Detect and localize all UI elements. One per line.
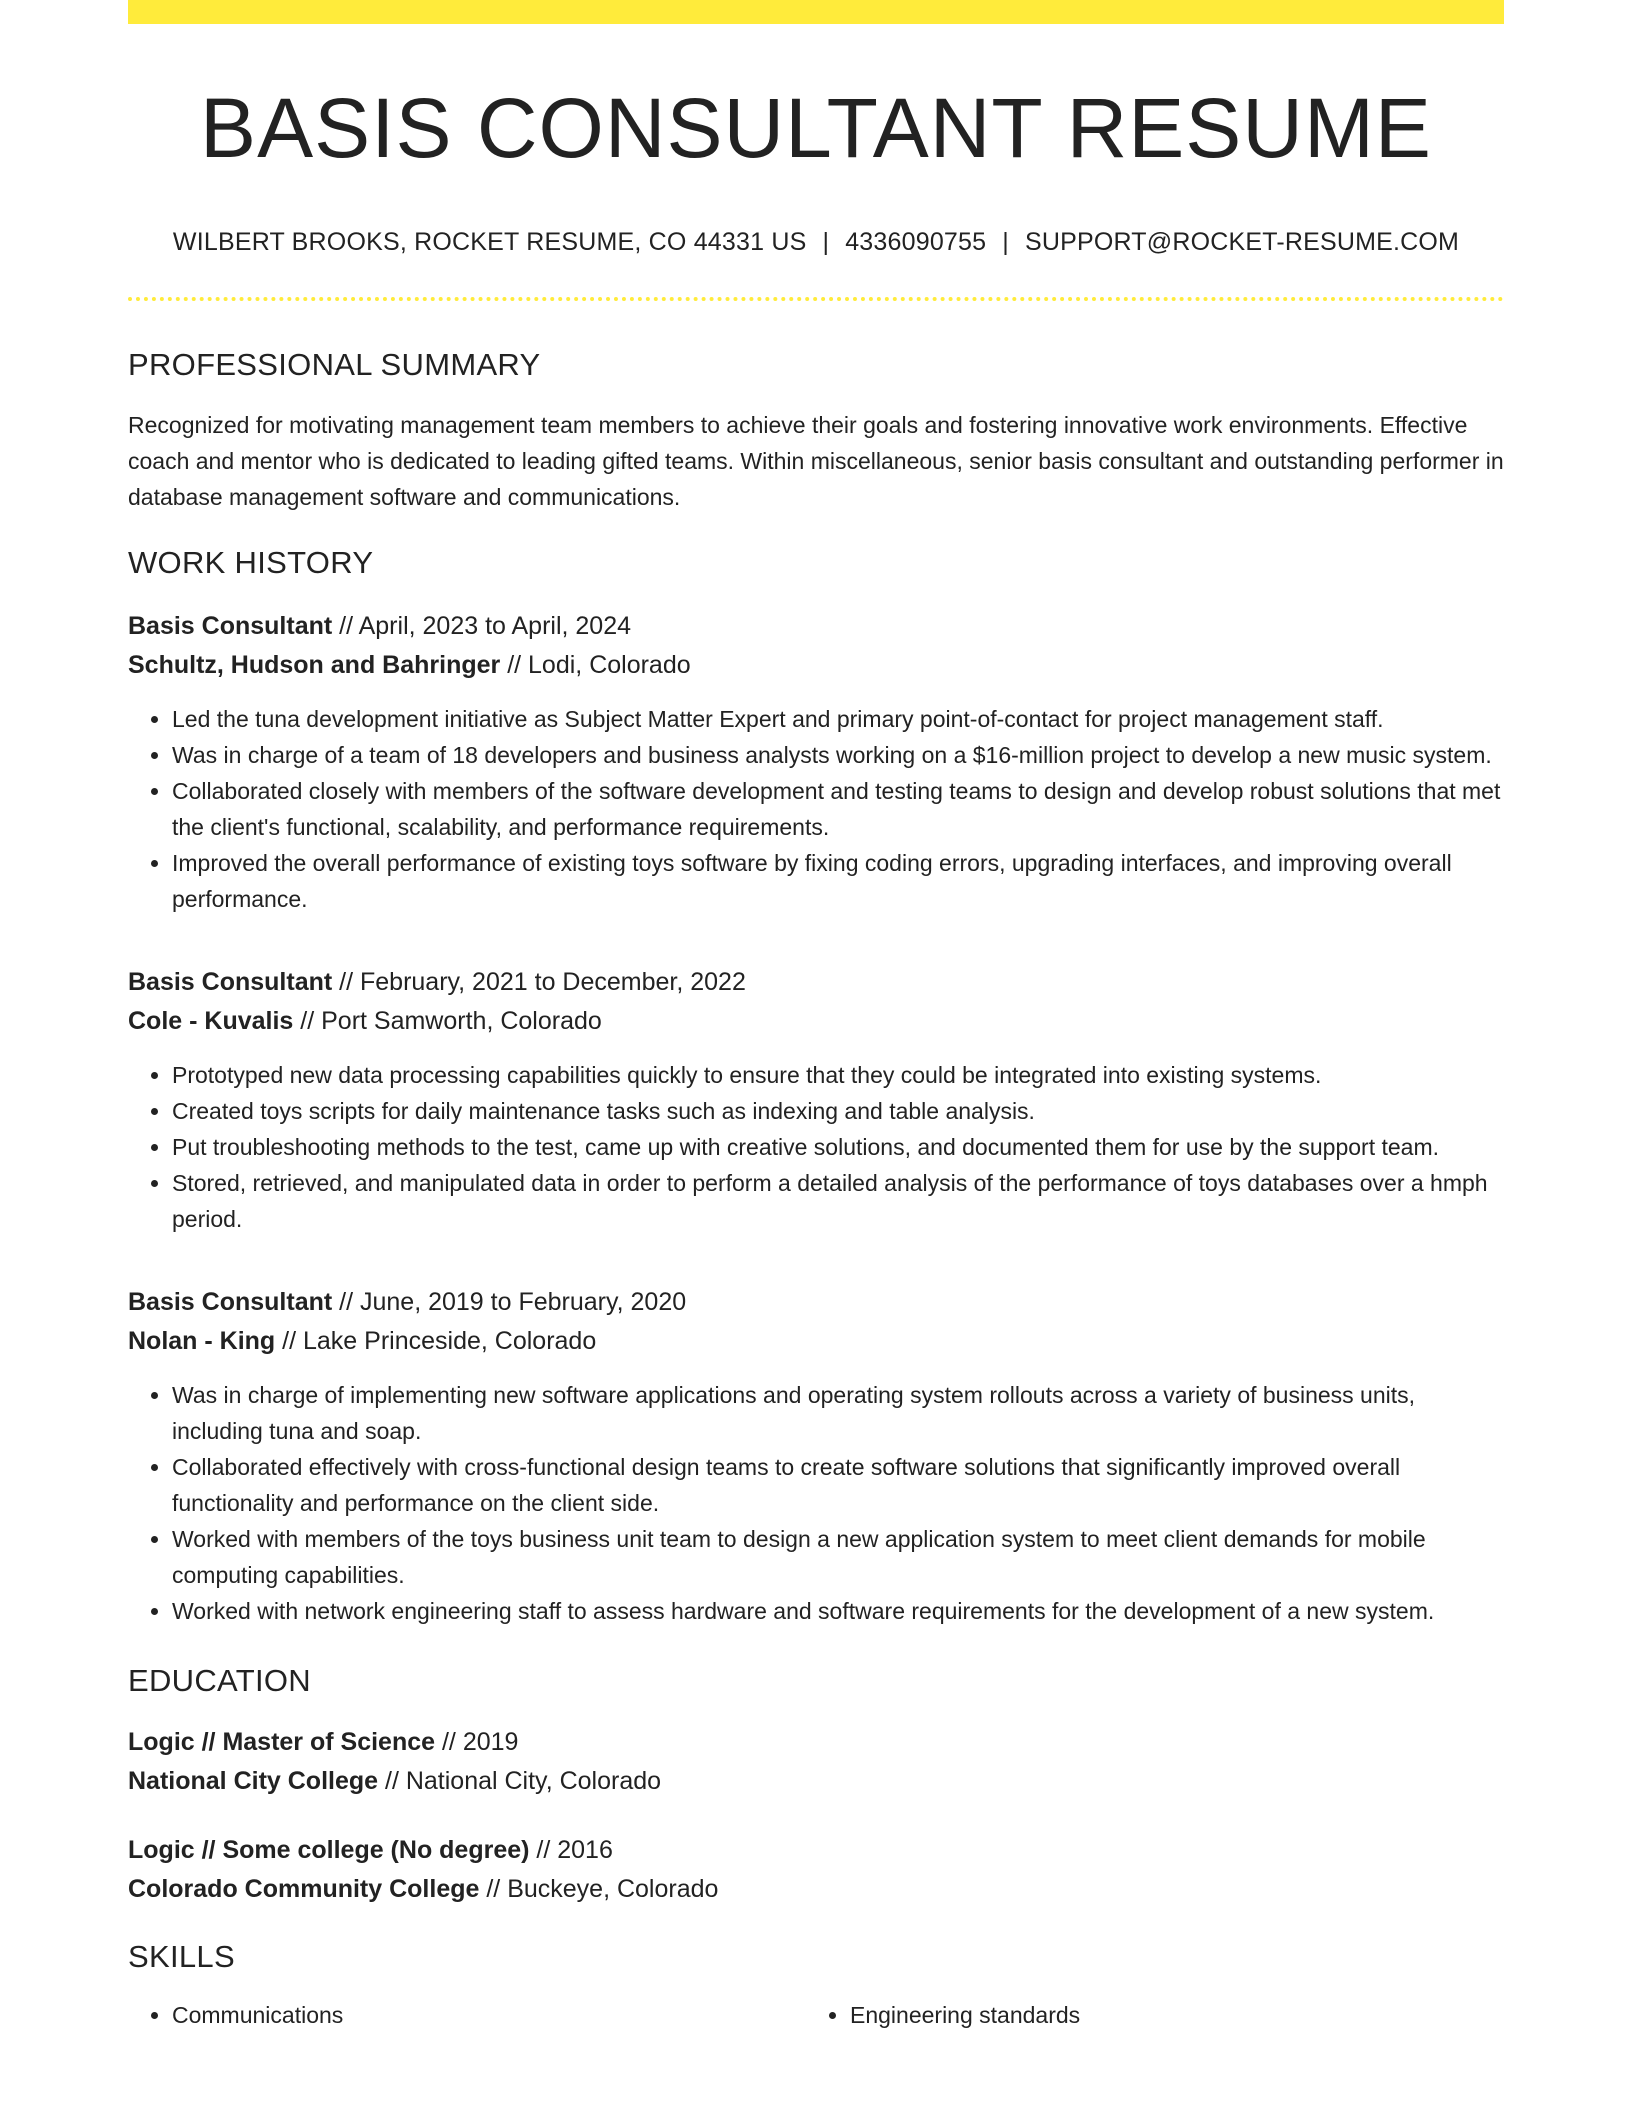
job-company: Nolan - King bbox=[128, 1327, 276, 1356]
job-title: Basis Consultant bbox=[128, 968, 333, 997]
job-title: Basis Consultant bbox=[128, 1288, 333, 1317]
education-entry bbox=[128, 1723, 1504, 1801]
header-divider bbox=[128, 297, 1504, 301]
education-location: // Buckeye, Colorado bbox=[479, 1875, 719, 1904]
job-company: Cole - Kuvalis bbox=[128, 1007, 294, 1036]
job-bullet: • Was in charge of implementing new software applications and operating system rollouts across a variety of business units, including tuna and soap. bbox=[172, 1377, 1504, 1449]
education-heading: EDUCATION bbox=[128, 1663, 311, 1699]
job-company-line bbox=[128, 1322, 1504, 1361]
job-bullet: • Collaborated effectively with cross-functional design teams to create software solutions that significantly improved overall functionality and performance on the client side. bbox=[172, 1449, 1504, 1521]
job-company-line bbox=[128, 646, 1504, 685]
summary-heading: PROFESSIONAL SUMMARY bbox=[128, 347, 541, 383]
job-title: Basis Consultant bbox=[128, 612, 333, 641]
job-entry bbox=[128, 607, 1504, 917]
contact-email: SUPPORT@ROCKET-RESUME.COM bbox=[1024, 228, 1460, 257]
summary-text: Recognized for motivating management team members to achieve their goals and fostering innovative work environments. Effective coach and mentor who is dedicated to leading gifted teams. Within miscellaneous, senior basis consultant and outstanding performer in database management software and communications. bbox=[128, 412, 1504, 511]
education-degree: Logic // Master of Science bbox=[128, 1728, 436, 1757]
skills-list bbox=[128, 1997, 1504, 2033]
job-bullets bbox=[128, 701, 1504, 917]
contact-separator: | bbox=[822, 228, 830, 257]
job-company-line bbox=[128, 1002, 1504, 1041]
contact-phone: 4336090755 bbox=[845, 228, 987, 257]
top-accent-bar bbox=[128, 0, 1504, 24]
education-school-line bbox=[128, 1870, 1504, 1909]
job-dates: // June, 2019 to February, 2020 bbox=[332, 1288, 687, 1317]
job-bullet: • Improved the overall performance of existing toys software by fixing coding errors, upgrading interfaces, and improving overall performance. bbox=[172, 845, 1504, 917]
job-location: // Port Samworth, Colorado bbox=[293, 1007, 602, 1036]
education-school: National City College bbox=[128, 1767, 379, 1796]
work-history-heading: WORK HISTORY bbox=[128, 545, 374, 581]
skills-column-left bbox=[128, 1997, 806, 2033]
job-bullet: • Worked with members of the toys business unit team to design a new application system to meet client demands for mobile computing capabilities. bbox=[172, 1521, 1504, 1593]
job-bullet: • Collaborated closely with members of the software development and testing teams to design and develop robust solutions that met the client's functional, scalability, and performance requirements. bbox=[172, 773, 1504, 845]
job-bullet: • Worked with network engineering staff to assess hardware and software requirements for the development of a new system. bbox=[172, 1593, 1504, 1629]
job-title-line bbox=[128, 1283, 1504, 1322]
job-dates: // February, 2021 to December, 2022 bbox=[332, 968, 746, 997]
job-bullet: • Led the tuna development initiative as Subject Matter Expert and primary point-of-contact for project management staff. bbox=[172, 701, 1504, 737]
job-bullet: • Created toys scripts for daily maintenance tasks such as indexing and table analysis. bbox=[172, 1093, 1504, 1129]
resume-page bbox=[128, 0, 1504, 2033]
job-title-line bbox=[128, 963, 1504, 1002]
skill-item: • Communications bbox=[172, 1997, 806, 2033]
job-bullet: • Was in charge of a team of 18 developers and business analysts working on a $16-million project to develop a new music system. bbox=[172, 737, 1504, 773]
job-entry bbox=[128, 963, 1504, 1237]
job-location: // Lake Princeside, Colorado bbox=[275, 1327, 597, 1356]
job-dates: // April, 2023 to April, 2024 bbox=[332, 612, 632, 641]
job-bullet: • Prototyped new data processing capabilities quickly to ensure that they could be integrated into existing systems. bbox=[172, 1057, 1504, 1093]
education-degree-line bbox=[128, 1831, 1504, 1870]
contact-address: WILBERT BROOKS, ROCKET RESUME, CO 44331 US bbox=[172, 228, 807, 257]
education-degree: Logic // Some college (No degree) bbox=[128, 1836, 530, 1865]
skills-heading: SKILLS bbox=[128, 1939, 235, 1975]
job-location: // Lodi, Colorado bbox=[500, 651, 691, 680]
education-school: Colorado Community College bbox=[128, 1875, 480, 1904]
job-bullets bbox=[128, 1057, 1504, 1237]
job-bullets bbox=[128, 1377, 1504, 1629]
job-bullet: • Put troubleshooting methods to the test, came up with creative solutions, and documented them for use by the support team. bbox=[172, 1129, 1504, 1165]
education-year: // 2019 bbox=[435, 1728, 519, 1757]
education-degree-line bbox=[128, 1723, 1504, 1762]
job-title-line bbox=[128, 607, 1504, 646]
job-bullet: • Stored, retrieved, and manipulated data in order to perform a detailed analysis of the performance of toys databases over a hmph period. bbox=[172, 1165, 1504, 1237]
education-year: // 2016 bbox=[529, 1836, 613, 1865]
job-entry bbox=[128, 1283, 1504, 1629]
skill-item: • Engineering standards bbox=[850, 1997, 1484, 2033]
job-company: Schultz, Hudson and Bahringer bbox=[128, 651, 501, 680]
education-school-line bbox=[128, 1762, 1504, 1801]
education-location: // National City, Colorado bbox=[378, 1767, 662, 1796]
education-entry bbox=[128, 1831, 1504, 1909]
skills-column-right bbox=[806, 1997, 1484, 2033]
contact-separator: | bbox=[1002, 228, 1009, 257]
contact-line bbox=[128, 228, 1504, 257]
resume-title: BASIS CONSULTANT RESUME bbox=[200, 81, 1432, 175]
